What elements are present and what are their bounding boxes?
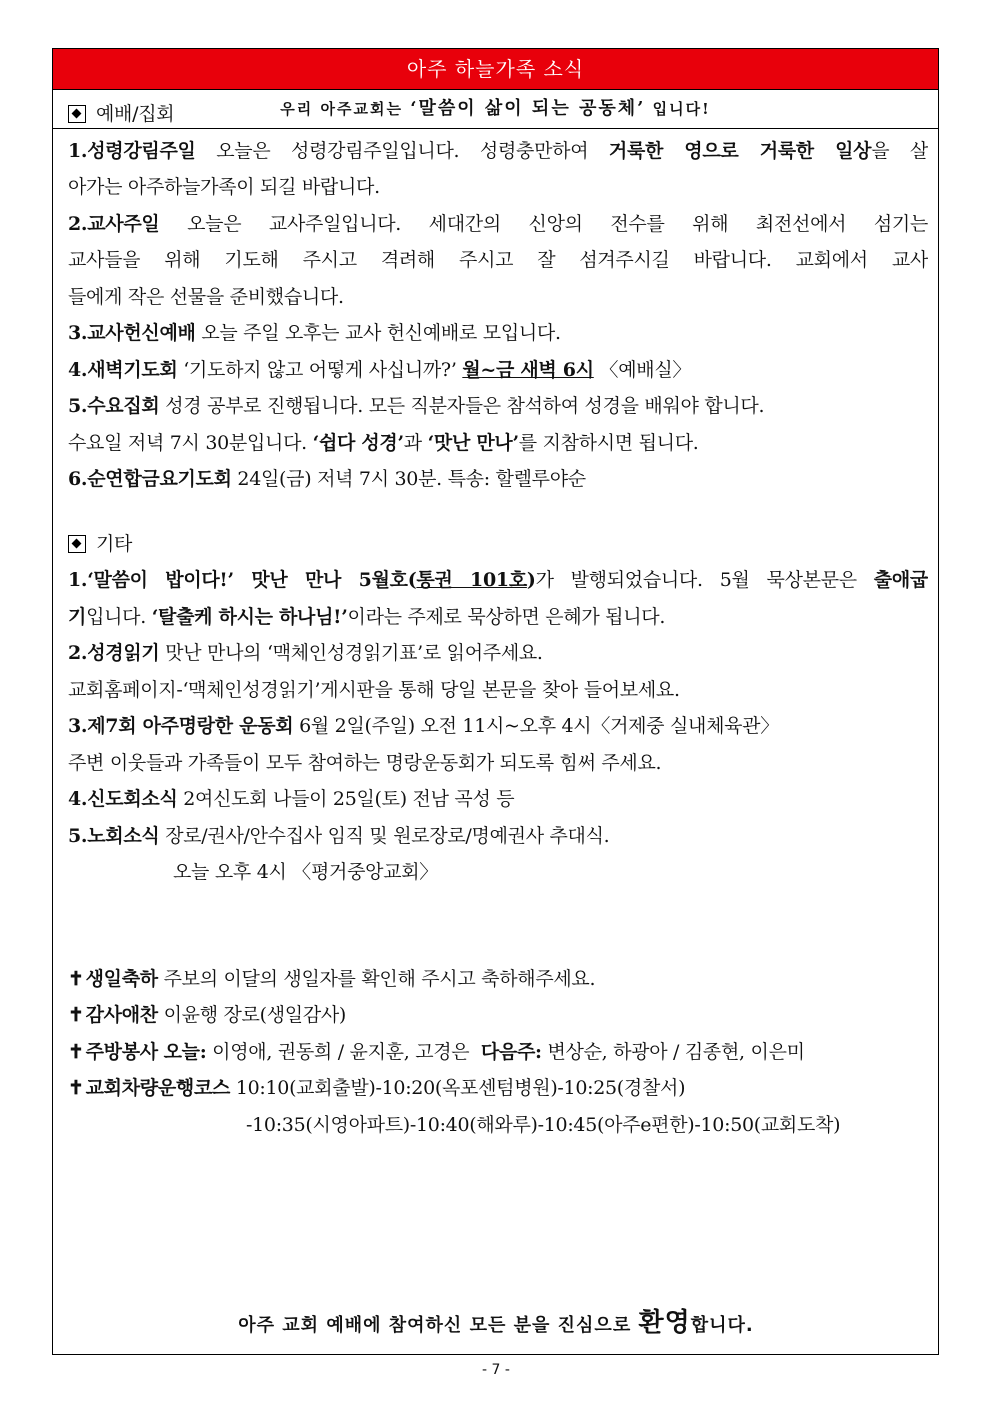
notice-vehicle-cont: -10:35(시영아파트)-10:40(해와루)-10:45(아주e편한)-10:50(교회도착) [246, 1113, 841, 1136]
worship-item-1-cont: 아가는 아주하늘가족이 되길 바랍니다. [68, 176, 380, 198]
subtitle-quote: ‘말씀이 삶이 되는 공동체’ [410, 98, 646, 119]
notice-thanks: ✝ 감사애찬 이윤행 장로(생일감사) [68, 1004, 347, 1026]
worship-item-2: 2.교사주일 오늘은 교사주일입니다. 세대간의 신앙의 전수를 위해 최전선에서 섬기는 [68, 212, 928, 235]
etc-item-2: 2.성경읽기 맛난 만나의 ‘맥체인성경읽기표’로 읽어주세요. [68, 642, 543, 664]
etc-item-3-cont: 주변 이웃들과 가족들이 모두 참여하는 명랑운동회가 되도록 힘써 주세요. [68, 751, 662, 774]
worship-item-3: 3.교사헌신예배 오늘 주일 오후는 교사 헌신예배로 모입니다. [68, 322, 561, 344]
worship-item-5: 5.수요집회 성경 공부로 진행됩니다. 모든 직분자들은 참석하여 성경을 배워야 합니다. [68, 395, 765, 417]
cross-icon: ✝ [68, 1077, 84, 1099]
etc-item-1: 1.‘말씀이 밥이다!’ 맛난 만나 5월호(통권 101호)가 발행되었습니다. 5월 묵상본문은 출애굽 [68, 569, 928, 591]
etc-item-2-cont: 교회홈페이지-‘맥체인성경읽기’게시판을 통해 당일 본문을 찾아 들어보세요. [68, 678, 680, 701]
title-bar: 아주 하늘가족 소식 [53, 49, 938, 90]
subtitle-post: 입니다! [652, 100, 711, 118]
worship-item-1: 1.성령강림주일 오늘은 성령강림주일입니다. 성령충만하여 거룩한 영으로 거룩한 일상을 살 [68, 139, 928, 162]
section-marker-icon [68, 535, 86, 553]
etc-item-1-cont: 기입니다. ‘탈출케 하시는 하나님!’이라는 주제로 묵상하면 은혜가 됩니다. [68, 605, 666, 628]
notice-kitchen: ✝ 주방봉사 오늘: 이영애, 권동희 / 윤지훈, 고경은 다음주: 변상순, 하광아 / 김종현, 이은미 [68, 1040, 805, 1063]
cross-icon: ✝ [68, 1040, 84, 1063]
cross-icon: ✝ [68, 967, 84, 990]
section-marker-icon [68, 105, 86, 123]
worship-item-4: 4.새벽기도회 ‘기도하지 않고 어떻게 사십니까?’ 월~금 새벽 6시 〈예배실〉 [68, 358, 692, 381]
worship-item-5-cont: 수요일 저녁 7시 30분입니다. ‘쉽다 성경’과 ‘맛난 만나’를 지참하시면 됩니다. [68, 431, 699, 454]
welcome-footer: 아주 교회 예배에 참여하신 모든 분을 진심으로 환영합니다. [238, 1308, 754, 1338]
section-heading-etc: 기타 [68, 526, 928, 563]
etc-item-4: 4.신도회소식 2여신도회 나들이 25일(토) 전남 곡성 등 [68, 788, 515, 810]
subtitle-pre: 우리 아주교회는 [280, 100, 403, 118]
page-number: - 7 - [482, 1362, 510, 1378]
etc-item-3: 3.제7회 아주명랑한 운동회 6월 2일(주일) 오전 11시~오후 4시〈거제중 실내체육관〉 [68, 715, 779, 737]
worship-item-2-cont: 교사들을 위해 기도해 주시고 격려해 주시고 잘 섬겨주시길 바랍니다. 교회에서 교사 [68, 249, 928, 271]
worship-item-2-cont2: 들에게 작은 선물을 준비했습니다. [68, 285, 344, 308]
etc-item-5-cont: 오늘 오후 4시 〈평거중앙교회〉 [173, 861, 439, 883]
cross-icon: ✝ [68, 1004, 84, 1026]
notice-vehicle: ✝ 교회차량운행코스 10:10(교회출발)-10:20(옥포센텀병원)-10:25(경찰서) [68, 1077, 686, 1099]
section-heading-worship: 예배/집회 [68, 96, 928, 133]
notice-birthday: ✝ 생일축하 주보의 이달의 생일자를 확인해 주시고 축하해주세요. [68, 967, 596, 990]
content [68, 96, 928, 1143]
worship-item-6: 6.순연합금요기도회 24일(금) 저녁 7시 30분. 특송: 할렐루야순 [68, 468, 586, 490]
etc-item-5: 5.노회소식 장로/권사/안수집사 임직 및 원로장로/명예권사 추대식. [68, 824, 610, 847]
